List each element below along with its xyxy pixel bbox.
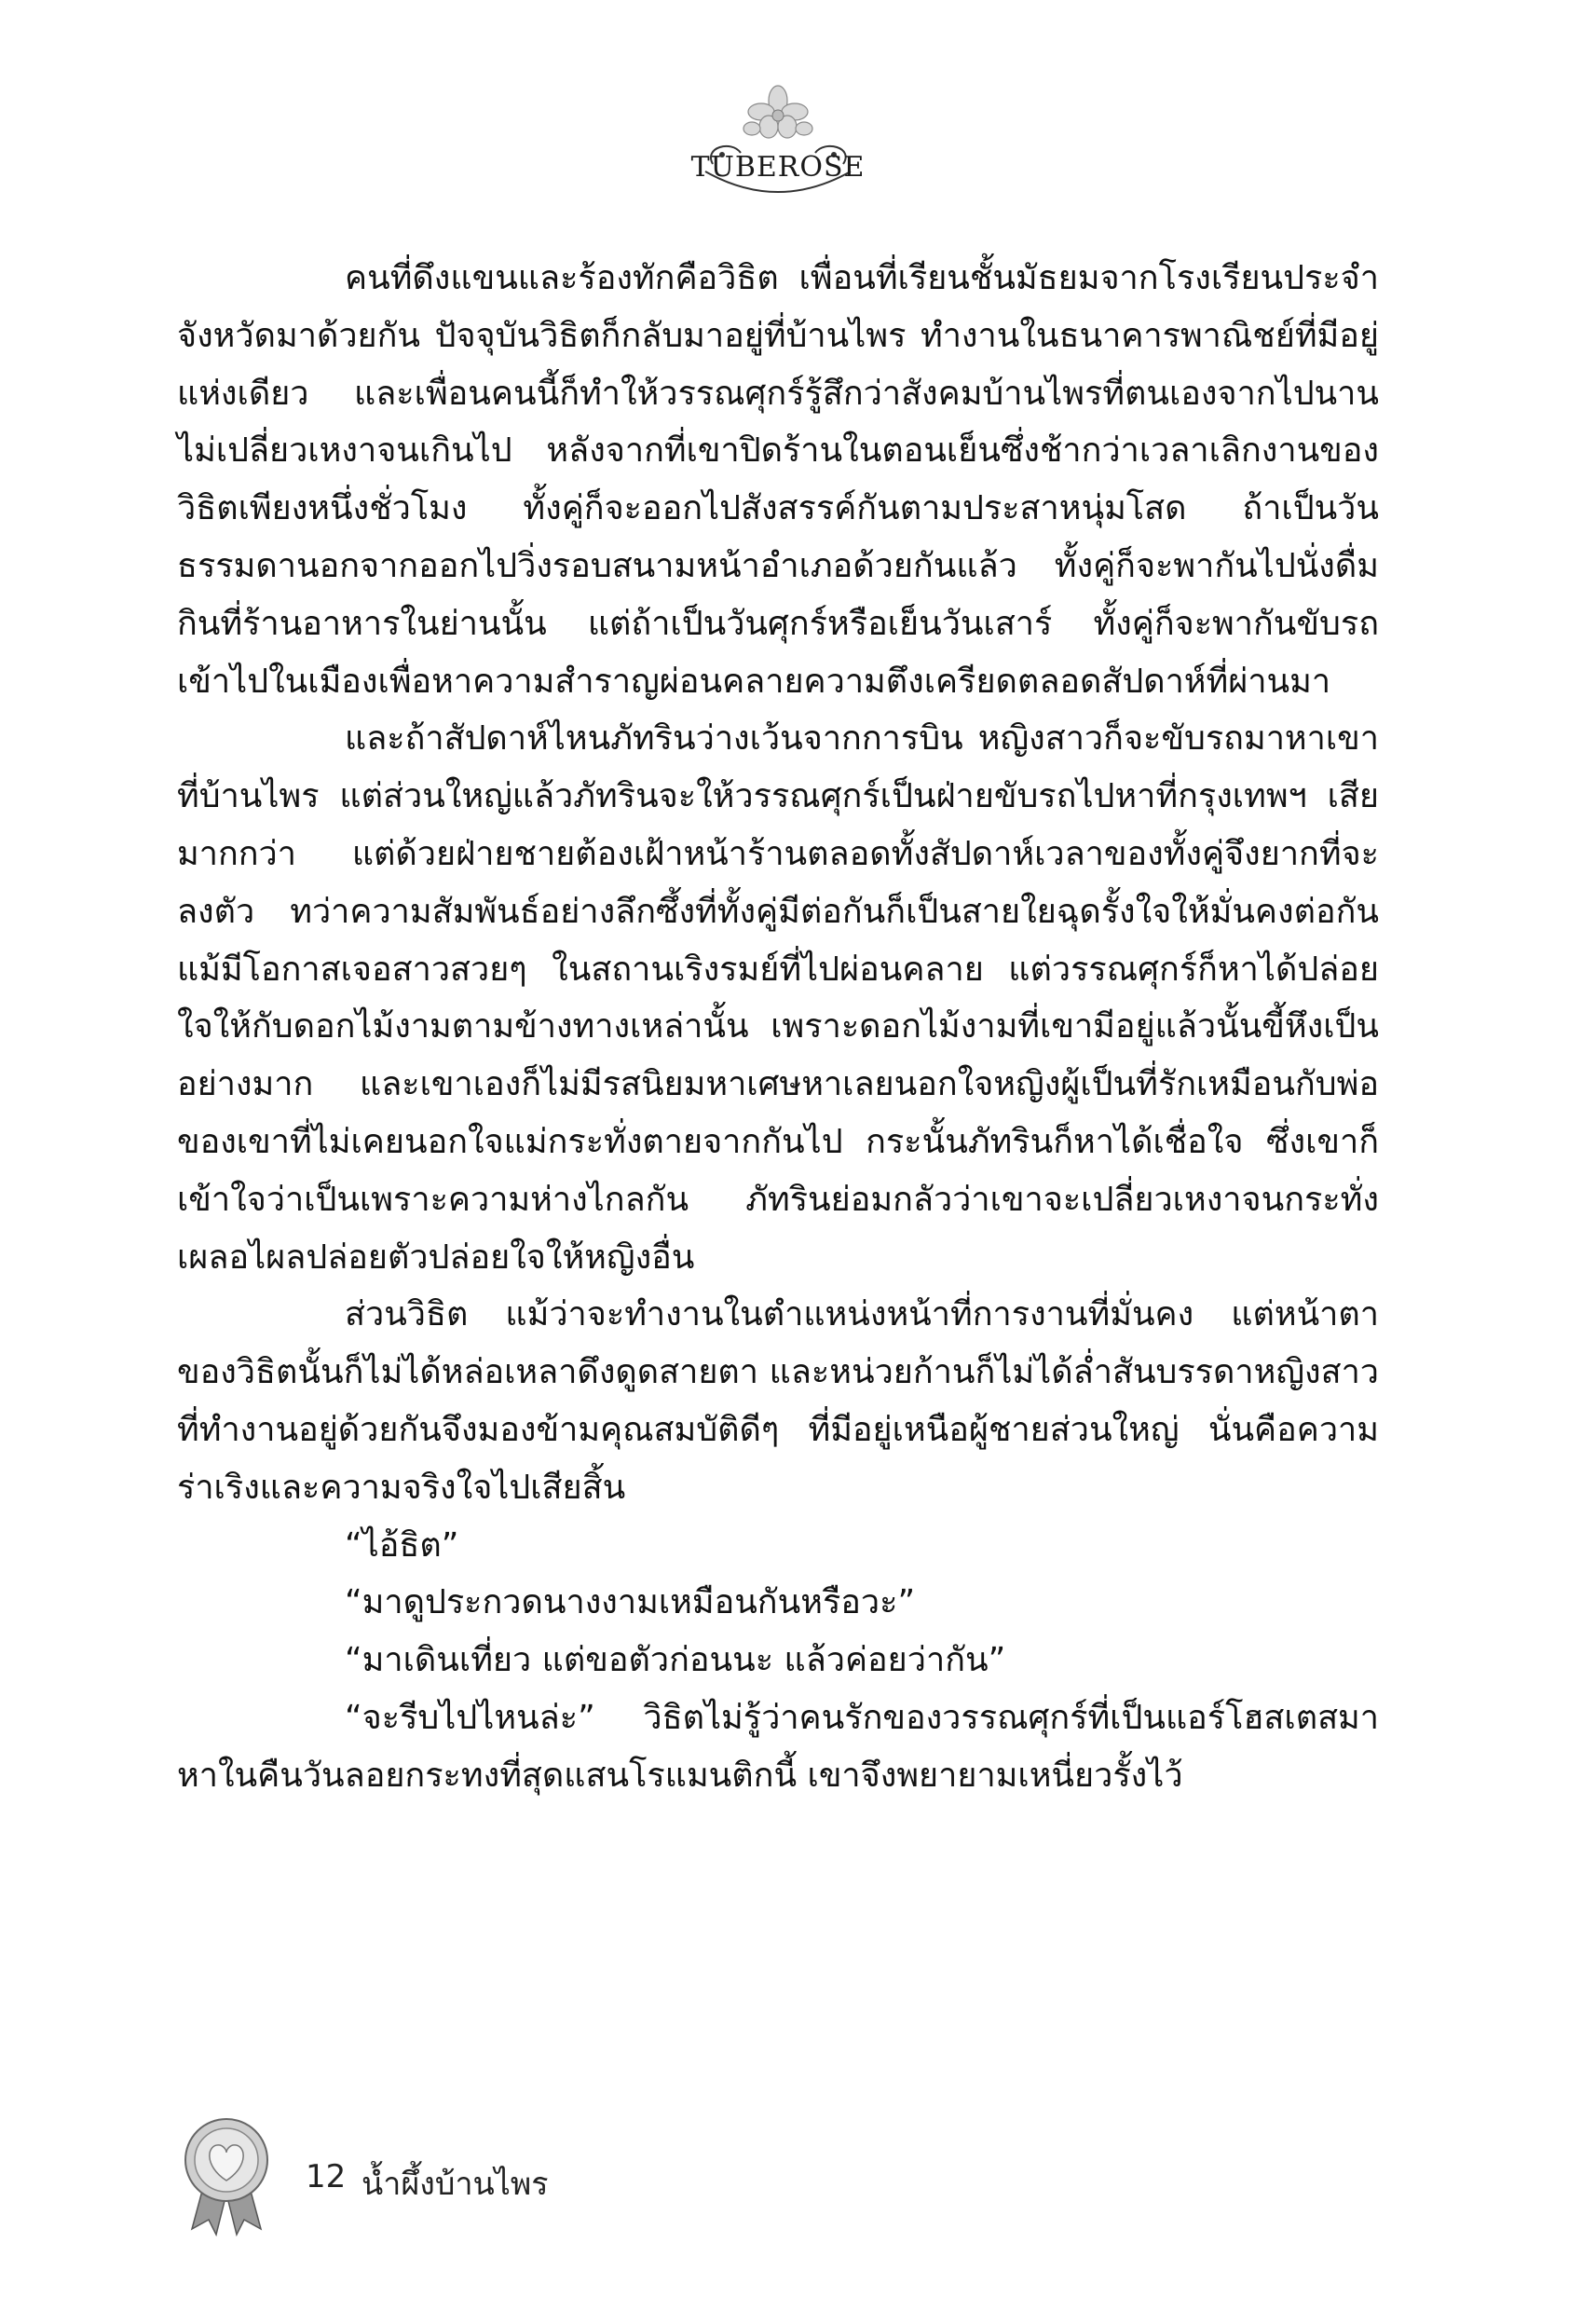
logo-text: TUBEROSE xyxy=(690,151,866,184)
page-number: 12 xyxy=(306,2158,347,2195)
tuberose-logo xyxy=(685,82,871,212)
dialogue-line: “ไอ้ธิต” xyxy=(345,1525,459,1565)
paragraph: และถ้าสัปดาห์ไหนภัทรินว่างเว้นจากการบิน หญิงสาวก็จะขับรถมาหาเขาที่บ้านไพร แต่ส่วนใหญ่แล้วภัทรินจะให้วรรณศุกร์เป็นฝ่ายขับรถไปหาที่กรุงเทพฯ เสียมากกว่า แต่ด้วยฝ่ายชายต้องเฝ้าหน้าร้านตลอดทั้งสัปดาห์เวลาของทั้งคู่จึงยากที่จะลงตัว ทว่าความสัมพันธ์อย่างลึกซึ้งที่ทั้งคู่มีต่อกันก็เป็นสายใยฉุดรั้งใจให้มั่นคงต่อกัน แม้มีโอกาสเจอสาวสวยๆ ในสถานเริงรมย์ที่ไปผ่อนคลาย แต่วรรณศุกร์ก็หาได้ปล่อยใจให้กับดอกไม้งามตามข้างทางเหล่านั้น เพราะดอกไม้งามที่เขามีอยู่แล้วนั้นขี้หึงเป็นอย่างมาก และเขาเองก็ไม่มีรสนิยมหาเศษหาเลยนอกใจหญิงผู้เป็นที่รักเหมือนกับพ่อของเขาที่ไม่เคยนอกใจแม่กระทั่งตายจากกันไป กระนั้นภัทรินก็หาได้เชื่อใจ ซึ่งเขาก็เข้าใจว่าเป็นเพราะความห่างไกลกัน ภัทรินย่อมกลัวว่าเขาจะเปลี่ยวเหงาจนกระทั่งเผลอไผลปล่อยตัวปล่อยใจให้หญิงอื่น xyxy=(177,719,1379,1277)
tuberose-flower-icon xyxy=(685,82,871,212)
dialogue-line: “มาเดินเที่ยว แต่ขอตัวก่อนนะ แล้วค่อยว่ากัน” xyxy=(345,1641,1006,1680)
page-footer xyxy=(175,2115,827,2236)
paragraph: “จะรีบไปไหนล่ะ” วิธิตไม่รู้ว่าคนรักของวรรณศุกร์ที่เป็นแอร์โฮสเตสมาหาในคืนวันลอยกระทงที่สุดแสนโรแมนติกนี้ เขาจึงพยายามเหนี่ยวรั้งไว้ xyxy=(177,1698,1379,1795)
dialogue-line: “มาดูประกวดนางงามเหมือนกันหรือวะ” xyxy=(345,1583,916,1622)
body-text xyxy=(177,250,1379,1805)
heart-ribbon-icon xyxy=(175,2115,278,2236)
paragraph: ส่วนวิธิต แม้ว่าจะทำงานในตำแหน่งหน้าที่การงานที่มั่นคง แต่หน้าตาของวิธิตนั้นก็ไม่ได้หล่อเหลาดึงดูดสายตา และหน่วยก้านก็ไม่ได้ล่ำสันบรรดาหญิงสาวที่ทำงานอยู่ด้วยกันจึงมองข้ามคุณสมบัติดีๆ ที่มีอยู่เหนือผู้ชายส่วนใหญ่ นั่นคือความร่าเริงและความจริงใจไปเสียสิ้น xyxy=(177,1295,1379,1507)
paragraph: คนที่ดึงแขนและร้องทักคือวิธิต เพื่อนที่เรียนชั้นมัธยมจากโรงเรียนประจำจังหวัดมาด้วยกัน ปัจจุบันวิธิตก็กลับมาอยู่ที่บ้านไพร ทำงานในธนาคารพาณิชย์ที่มีอยู่แห่งเดียว และเพื่อนคนนี้ก็ทำให้วรรณศุกร์รู้สึกว่าสังคมบ้านไพรที่ตนเองจากไปนานไม่เปลี่ยวเหงาจนเกินไป หลังจากที่เขาปิดร้านในตอนเย็นซึ่งช้ากว่าเวลาเลิกงานของวิธิตเพียงหนึ่งชั่วโมง ทั้งคู่ก็จะออกไปสังสรรค์กันตามประสาหนุ่มโสด ถ้าเป็นวันธรรมดานอกจากออกไปวิ่งรอบสนามหน้าอำเภอด้วยกันแล้ว ทั้งคู่ก็จะพากันไปนั่งดื่มกินที่ร้านอาหารในย่านนั้น แต่ถ้าเป็นวันศุกร์หรือเย็นวันเสาร์ ทั้งคู่ก็จะพากันขับรถเข้าไปในเมืองเพื่อหาความสำราญผ่อนคลายความตึงเครียดตลอดสัปดาห์ที่ผ่านมา xyxy=(177,259,1379,701)
book-title: น้ำผึ้งบ้านไพร xyxy=(361,2166,549,2203)
